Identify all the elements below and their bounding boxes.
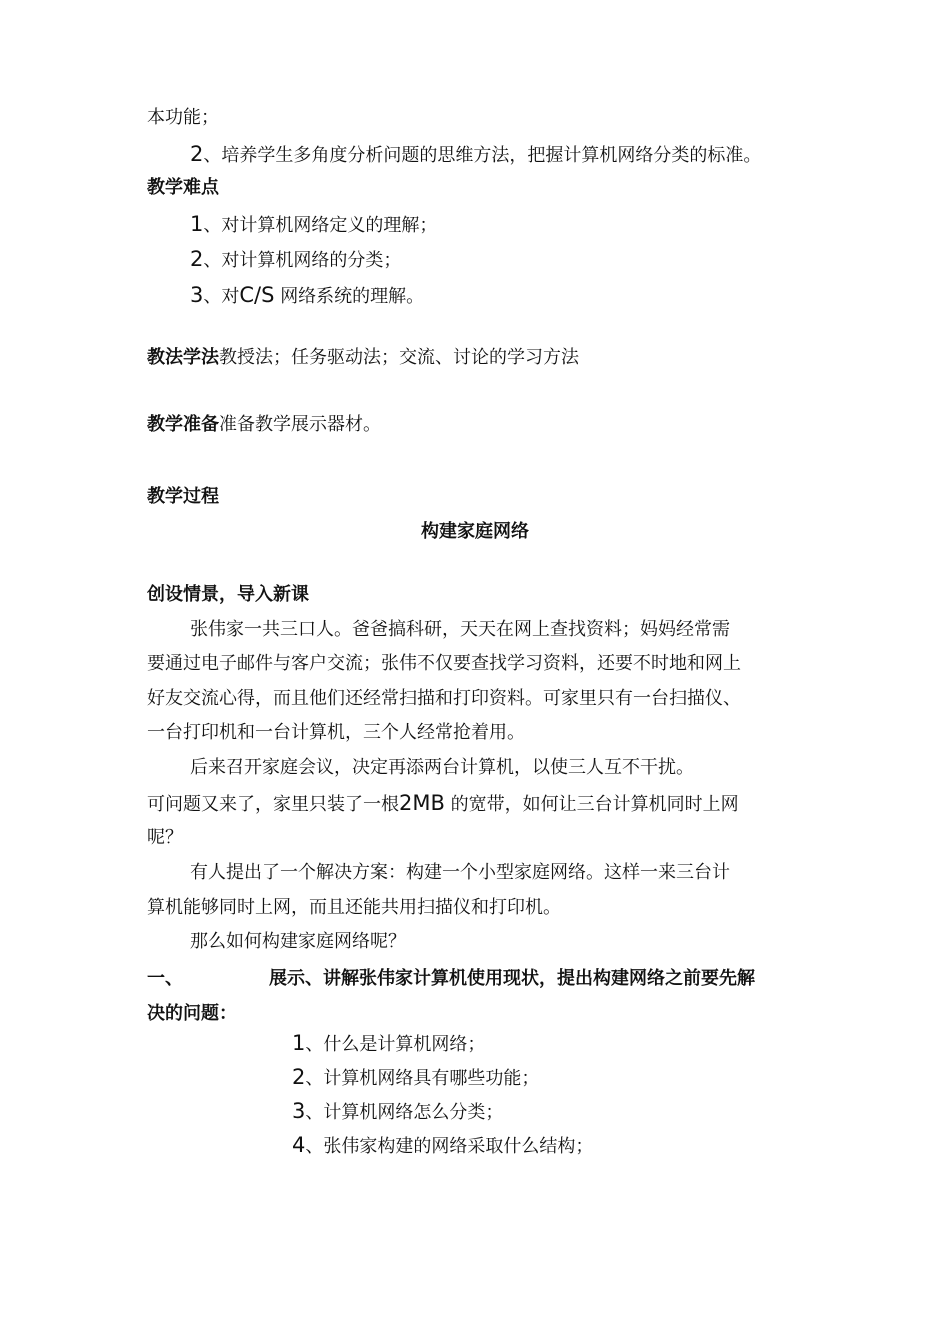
method-line bbox=[147, 346, 579, 370]
item-number: 3 bbox=[190, 283, 204, 307]
item-text: 、对 bbox=[203, 286, 240, 307]
text-segment: 的宽带，如何让三台计算机同时上网 bbox=[450, 794, 739, 815]
question-item bbox=[292, 1099, 503, 1125]
section-text: 教授法；任务驱动法；交流、讨论的学习方法 bbox=[219, 347, 579, 368]
item-number: 3 bbox=[292, 1099, 306, 1123]
text-segment: 2MB bbox=[399, 791, 445, 815]
section-heading: 教学过程 bbox=[147, 486, 219, 507]
section-heading-cont: 决的问题： bbox=[147, 1003, 237, 1024]
text-line: 好友交流心得，而且他们还经常扫描和打印资料。可家里只有一台扫描仪、 bbox=[147, 688, 741, 709]
section-text: 准备教学展示器材。 bbox=[219, 414, 381, 435]
text-line: 那么如何构建家庭网络呢？ bbox=[190, 931, 406, 952]
prep-line bbox=[147, 413, 381, 437]
text-segment: 可问题又来了，家里只装了一根 bbox=[147, 794, 399, 815]
item-number: 2 bbox=[190, 142, 204, 166]
text-line: 张伟家一共三口人。爸爸搞科研，天天在网上查找资料；妈妈经常需 bbox=[190, 619, 730, 640]
section-heading: 展示、讲解张伟家计算机使用现状，提出构建网络之前要先解 bbox=[269, 968, 755, 989]
section-number: 一、 bbox=[147, 968, 183, 989]
text-line bbox=[147, 791, 739, 817]
item-text: 、对计算机网络定义的理解； bbox=[203, 215, 438, 236]
text-line: 呢？ bbox=[147, 827, 183, 848]
item-number: 2 bbox=[190, 247, 204, 271]
lesson-title: 构建家庭网络 bbox=[421, 521, 529, 542]
item-number: 4 bbox=[292, 1133, 306, 1157]
text-line: 要通过电子邮件与客户交流；张伟不仅要查找学习资料，还要不时地和网上 bbox=[147, 653, 741, 674]
text-line: 有人提出了一个解决方案：构建一个小型家庭网络。这样一来三台计 bbox=[190, 862, 730, 883]
item-text: 、对计算机网络的分类； bbox=[203, 250, 402, 271]
text-line bbox=[190, 142, 761, 168]
list-item bbox=[190, 212, 437, 238]
item-text: 网络系统的理解。 bbox=[280, 286, 425, 307]
item-text: 、什么是计算机网络； bbox=[305, 1034, 486, 1055]
item-text: C/S bbox=[239, 283, 275, 307]
list-item bbox=[190, 283, 424, 309]
section-heading: 教学难点 bbox=[147, 177, 219, 198]
section-label: 教法学法 bbox=[147, 347, 219, 368]
text-line: 一台打印机和一台计算机，三个人经常抢着用。 bbox=[147, 722, 525, 743]
text-line: 本功能； bbox=[147, 107, 219, 128]
section-heading: 创设情景，导入新课 bbox=[147, 584, 309, 605]
item-text: 、计算机网络具有哪些功能； bbox=[305, 1068, 540, 1089]
list-item bbox=[190, 247, 401, 273]
item-number: 1 bbox=[292, 1031, 306, 1055]
item-text: 、培养学生多角度分析问题的思维方法，把握计算机网络分类的标准。 bbox=[203, 145, 762, 166]
item-text: 、计算机网络怎么分类； bbox=[305, 1102, 504, 1123]
section-label: 教学准备 bbox=[147, 414, 219, 435]
item-number: 1 bbox=[190, 212, 204, 236]
item-number: 2 bbox=[292, 1065, 306, 1089]
question-item bbox=[292, 1031, 485, 1057]
item-text: 、张伟家构建的网络采取什么结构； bbox=[305, 1136, 594, 1157]
text-line: 后来召开家庭会议，决定再添两台计算机，以使三人互不干扰。 bbox=[190, 757, 694, 778]
text-line: 算机能够同时上网，而且还能共用扫描仪和打印机。 bbox=[147, 897, 561, 918]
question-item bbox=[292, 1065, 539, 1091]
question-item bbox=[292, 1133, 593, 1159]
